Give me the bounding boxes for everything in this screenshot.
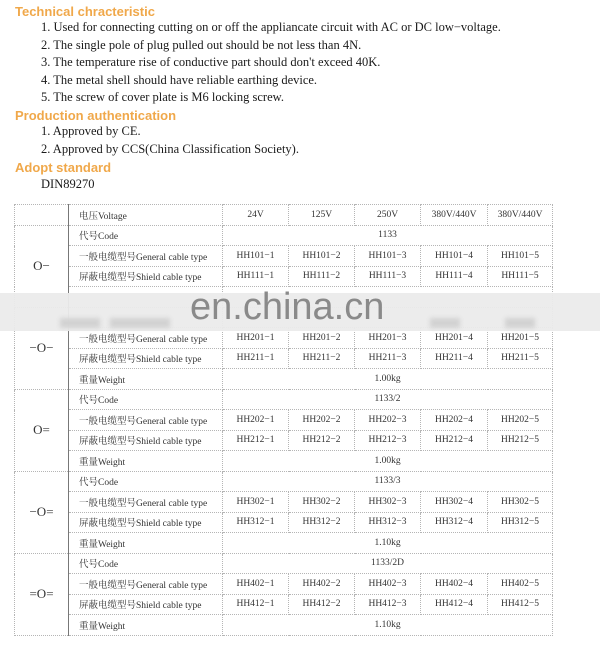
shield-cell: HH111−3 <box>355 266 421 287</box>
table-row <box>15 512 553 533</box>
shield-cell: HH312−2 <box>289 512 355 533</box>
shield-cell: HH312−5 <box>488 512 553 533</box>
watermark-blur <box>430 318 460 328</box>
code-label: 代号Code <box>69 553 223 574</box>
voltage-cell: 125V <box>289 205 355 226</box>
shield-cell: HH111−2 <box>289 266 355 287</box>
shield-cell: HH312−4 <box>421 512 488 533</box>
general-cell: HH101−5 <box>488 246 553 267</box>
authentication-item-1: 1. Approved by CE. <box>41 124 141 138</box>
table-row <box>15 594 553 615</box>
shield-cell: HH212−4 <box>421 430 488 451</box>
table-row <box>15 553 553 574</box>
technical-item-1: 1. Used for connecting cutting on or off the appliancate circuit with AC or DC low−voltage. <box>41 20 501 34</box>
shield-cell: HH212−5 <box>488 430 553 451</box>
plug-symbol: O− <box>15 225 69 307</box>
standard-value: DIN89270 <box>41 177 95 191</box>
shield-cell: HH412−5 <box>488 594 553 615</box>
general-cell: HH201−2 <box>289 328 355 349</box>
table-row <box>15 492 553 513</box>
general-cell: HH101−2 <box>289 246 355 267</box>
general-cell: HH201−1 <box>223 328 289 349</box>
shield-label: 屏蔽电缆型号Shield cable type <box>69 512 223 533</box>
weight-label: 重量Weight <box>69 533 223 554</box>
voltage-cell: 250V <box>355 205 421 226</box>
general-label: 一般电缆型号General cable type <box>69 574 223 595</box>
code-label: 代号Code <box>69 389 223 410</box>
general-cell: HH302−1 <box>223 492 289 513</box>
shield-label: 屏蔽电缆型号Shield cable type <box>69 594 223 615</box>
shield-label: 屏蔽电缆型号Shield cable type <box>69 430 223 451</box>
code-value: 1133 <box>223 225 553 246</box>
shield-cell: HH111−5 <box>488 266 553 287</box>
general-cell: HH302−3 <box>355 492 421 513</box>
authentication-heading: Production authentication <box>15 108 177 123</box>
shield-cell: HH212−1 <box>223 430 289 451</box>
code-label: 代号Code <box>69 471 223 492</box>
shield-cell: HH412−4 <box>421 594 488 615</box>
shield-cell: HH412−1 <box>223 594 289 615</box>
watermark-blur <box>60 318 100 328</box>
watermark-text: en.china.cn <box>190 286 385 328</box>
general-cell: HH202−3 <box>355 410 421 431</box>
code-value: 1133/3 <box>223 471 553 492</box>
corner-cell <box>15 205 69 226</box>
general-label: 一般电缆型号General cable type <box>69 328 223 349</box>
shield-cell: HH412−3 <box>355 594 421 615</box>
plug-symbol: −O= <box>15 471 69 553</box>
general-cell: HH101−1 <box>223 246 289 267</box>
authentication-item-2: 2. Approved by CCS(China Classification Society). <box>41 142 299 156</box>
general-cell: HH201−3 <box>355 328 421 349</box>
general-cell: HH402−2 <box>289 574 355 595</box>
weight-value: 1.00kg <box>223 369 553 390</box>
shield-cell: HH111−1 <box>223 266 289 287</box>
voltage-row <box>15 205 553 226</box>
shield-cell: HH111−4 <box>421 266 488 287</box>
general-cell: HH201−4 <box>421 328 488 349</box>
shield-cell: HH312−3 <box>355 512 421 533</box>
spec-table <box>14 204 553 636</box>
general-cell: HH202−1 <box>223 410 289 431</box>
code-label: 代号Code <box>69 225 223 246</box>
technical-heading: Technical chracteristic <box>15 4 155 19</box>
shield-cell: HH211−5 <box>488 348 553 369</box>
general-label: 一般电缆型号General cable type <box>69 246 223 267</box>
table-row <box>15 410 553 431</box>
weight-value: 1.10kg <box>223 533 553 554</box>
standard-heading: Adopt standard <box>15 160 112 175</box>
technical-item-2: 2. The single pole of plug pulled out should be not less than 4N. <box>41 38 362 52</box>
table-row <box>15 430 553 451</box>
table-row <box>15 369 553 390</box>
shield-cell: HH211−1 <box>223 348 289 369</box>
general-cell: HH402−4 <box>421 574 488 595</box>
weight-label: 重量Weight <box>69 451 223 472</box>
technical-item-5: 5. The screw of cover plate is M6 locking screw. <box>41 90 284 104</box>
general-cell: HH302−5 <box>488 492 553 513</box>
weight-value: 1.10kg <box>223 615 553 636</box>
voltage-cell: 380V/440V <box>421 205 488 226</box>
technical-item-4: 4. The metal shell should have reliable earthing device. <box>41 73 318 87</box>
general-cell: HH402−1 <box>223 574 289 595</box>
table-row <box>15 389 553 410</box>
weight-value: 1.00kg <box>223 451 553 472</box>
general-cell: HH402−3 <box>355 574 421 595</box>
table-row <box>15 225 553 246</box>
voltage-label: 电压Voltage <box>69 205 223 226</box>
shield-label: 屏蔽电缆型号Shield cable type <box>69 266 223 287</box>
general-cell: HH302−2 <box>289 492 355 513</box>
shield-cell: HH211−3 <box>355 348 421 369</box>
plug-symbol: −O− <box>15 307 69 389</box>
code-value: 1133/2D <box>223 553 553 574</box>
general-label: 一般电缆型号General cable type <box>69 492 223 513</box>
general-cell: HH101−4 <box>421 246 488 267</box>
watermark-blur <box>110 318 170 328</box>
watermark-blur <box>505 318 535 328</box>
general-cell: HH201−5 <box>488 328 553 349</box>
general-cell: HH202−4 <box>421 410 488 431</box>
plug-symbol: =O= <box>15 553 69 635</box>
shield-cell: HH211−2 <box>289 348 355 369</box>
shield-label: 屏蔽电缆型号Shield cable type <box>69 348 223 369</box>
shield-cell: HH212−2 <box>289 430 355 451</box>
weight-label: 重量Weight <box>69 615 223 636</box>
shield-cell: HH412−2 <box>289 594 355 615</box>
voltage-cell: 24V <box>223 205 289 226</box>
voltage-cell: 380V/440V <box>488 205 553 226</box>
shield-cell: HH212−3 <box>355 430 421 451</box>
table-row <box>15 615 553 636</box>
code-value: 1133/2 <box>223 389 553 410</box>
table-row <box>15 533 553 554</box>
weight-label: 重量Weight <box>69 369 223 390</box>
shield-cell: HH312−1 <box>223 512 289 533</box>
general-cell: HH402−5 <box>488 574 553 595</box>
table-row <box>15 574 553 595</box>
general-cell: HH101−3 <box>355 246 421 267</box>
general-label: 一般电缆型号General cable type <box>69 410 223 431</box>
table-row <box>15 451 553 472</box>
shield-cell: HH211−4 <box>421 348 488 369</box>
general-cell: HH202−5 <box>488 410 553 431</box>
general-cell: HH202−2 <box>289 410 355 431</box>
table-row <box>15 246 553 267</box>
general-cell: HH302−4 <box>421 492 488 513</box>
table-row <box>15 266 553 287</box>
table-row <box>15 348 553 369</box>
plug-symbol: O= <box>15 389 69 471</box>
table-row <box>15 471 553 492</box>
technical-item-3: 3. The temperature rise of conductive part should don't exceed 40K. <box>41 55 381 69</box>
